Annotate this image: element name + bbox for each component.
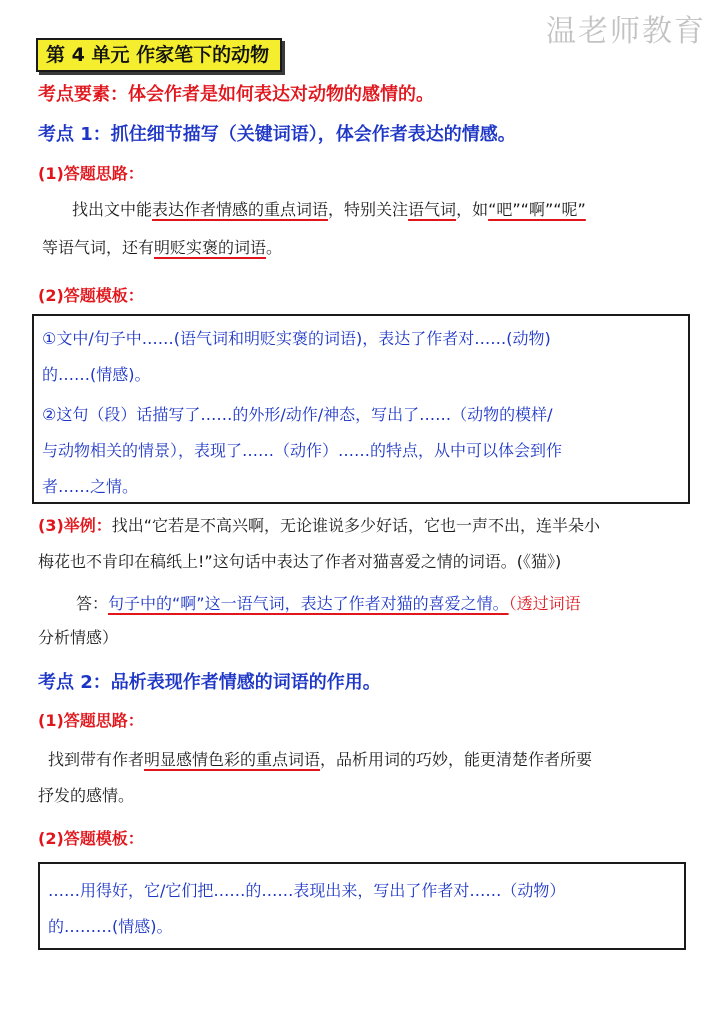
point2-title: 考点 2：品析表现作者情感的词语的作用。 <box>38 672 381 693</box>
template-line: 者……之情。 <box>42 477 139 496</box>
template-line: 的………(情感)。 <box>48 917 173 936</box>
point1-template-label: (2)答题模板： <box>38 286 144 305</box>
point2-thinking-line1: 找到带有作者明显感情色彩的重点词语，品析用词的巧妙，能更清楚作者所要 <box>48 750 593 769</box>
point1-example-line1: (3)举例：找出“它若是不高兴啊，无论谁说多少好话，它也一声不出，连半朵小 <box>38 516 601 535</box>
point1-example-line2: 梅花也不肯印在稿纸上!”这句话中表达了作者对猫喜爱之情的词语。(《猫》) <box>38 552 562 571</box>
key-point-requirement: 考点要素：体会作者是如何表达对动物的感情的。 <box>38 84 434 105</box>
point2-thinking-line2: 抒发的感情。 <box>38 786 135 805</box>
point1-answer-note-cont: 分析情感） <box>38 628 119 647</box>
template-line: ……用得好，它/它们把……的……表现出来，写出了作者对……（动物） <box>48 881 566 900</box>
template-line: 的……(情感)。 <box>42 365 151 384</box>
point2-template-box <box>38 862 686 950</box>
answer-text: 句子中的“啊”这一语气词，表达了作者对猫的喜爱之情。 <box>108 594 509 613</box>
point1-answer <box>76 586 581 622</box>
point2-thinking-label: (1)答题思路： <box>38 711 144 730</box>
example-label: (3)举例： <box>38 516 112 535</box>
answer-label: 答： <box>76 594 109 613</box>
unit-title: 第 4 单元 作家笔下的动物 <box>36 38 282 72</box>
point1-template-box <box>32 314 690 504</box>
template-line: ②这句（段）话描写了……的外形/动作/神态，写出了……（动物的模样/ <box>42 405 553 424</box>
point2-template-label: (2)答题模板： <box>38 829 144 848</box>
point1-title: 考点 1：抓住细节描写（关键词语），体会作者表达的情感。 <box>38 124 516 145</box>
template-line: 与动物相关的情景），表现了……（动作）……的特点，从中可以体会到作 <box>42 441 563 460</box>
point1-thinking-line1: 找出文中能表达作者情感的重点词语，特别关注语气词，如“吧”“啊”“呢” <box>72 200 586 219</box>
point1-thinking-line2: 等语气词，还有明贬实褒的词语。 <box>42 238 283 257</box>
answer-note: （透过词语 <box>508 594 581 613</box>
template-line: ①文中/句子中……(语气词和明贬实褒的词语)，表达了作者对……(动物) <box>42 329 551 348</box>
watermark: 温老师教育 <box>546 14 706 49</box>
point1-thinking-label: (1)答题思路： <box>38 164 144 183</box>
